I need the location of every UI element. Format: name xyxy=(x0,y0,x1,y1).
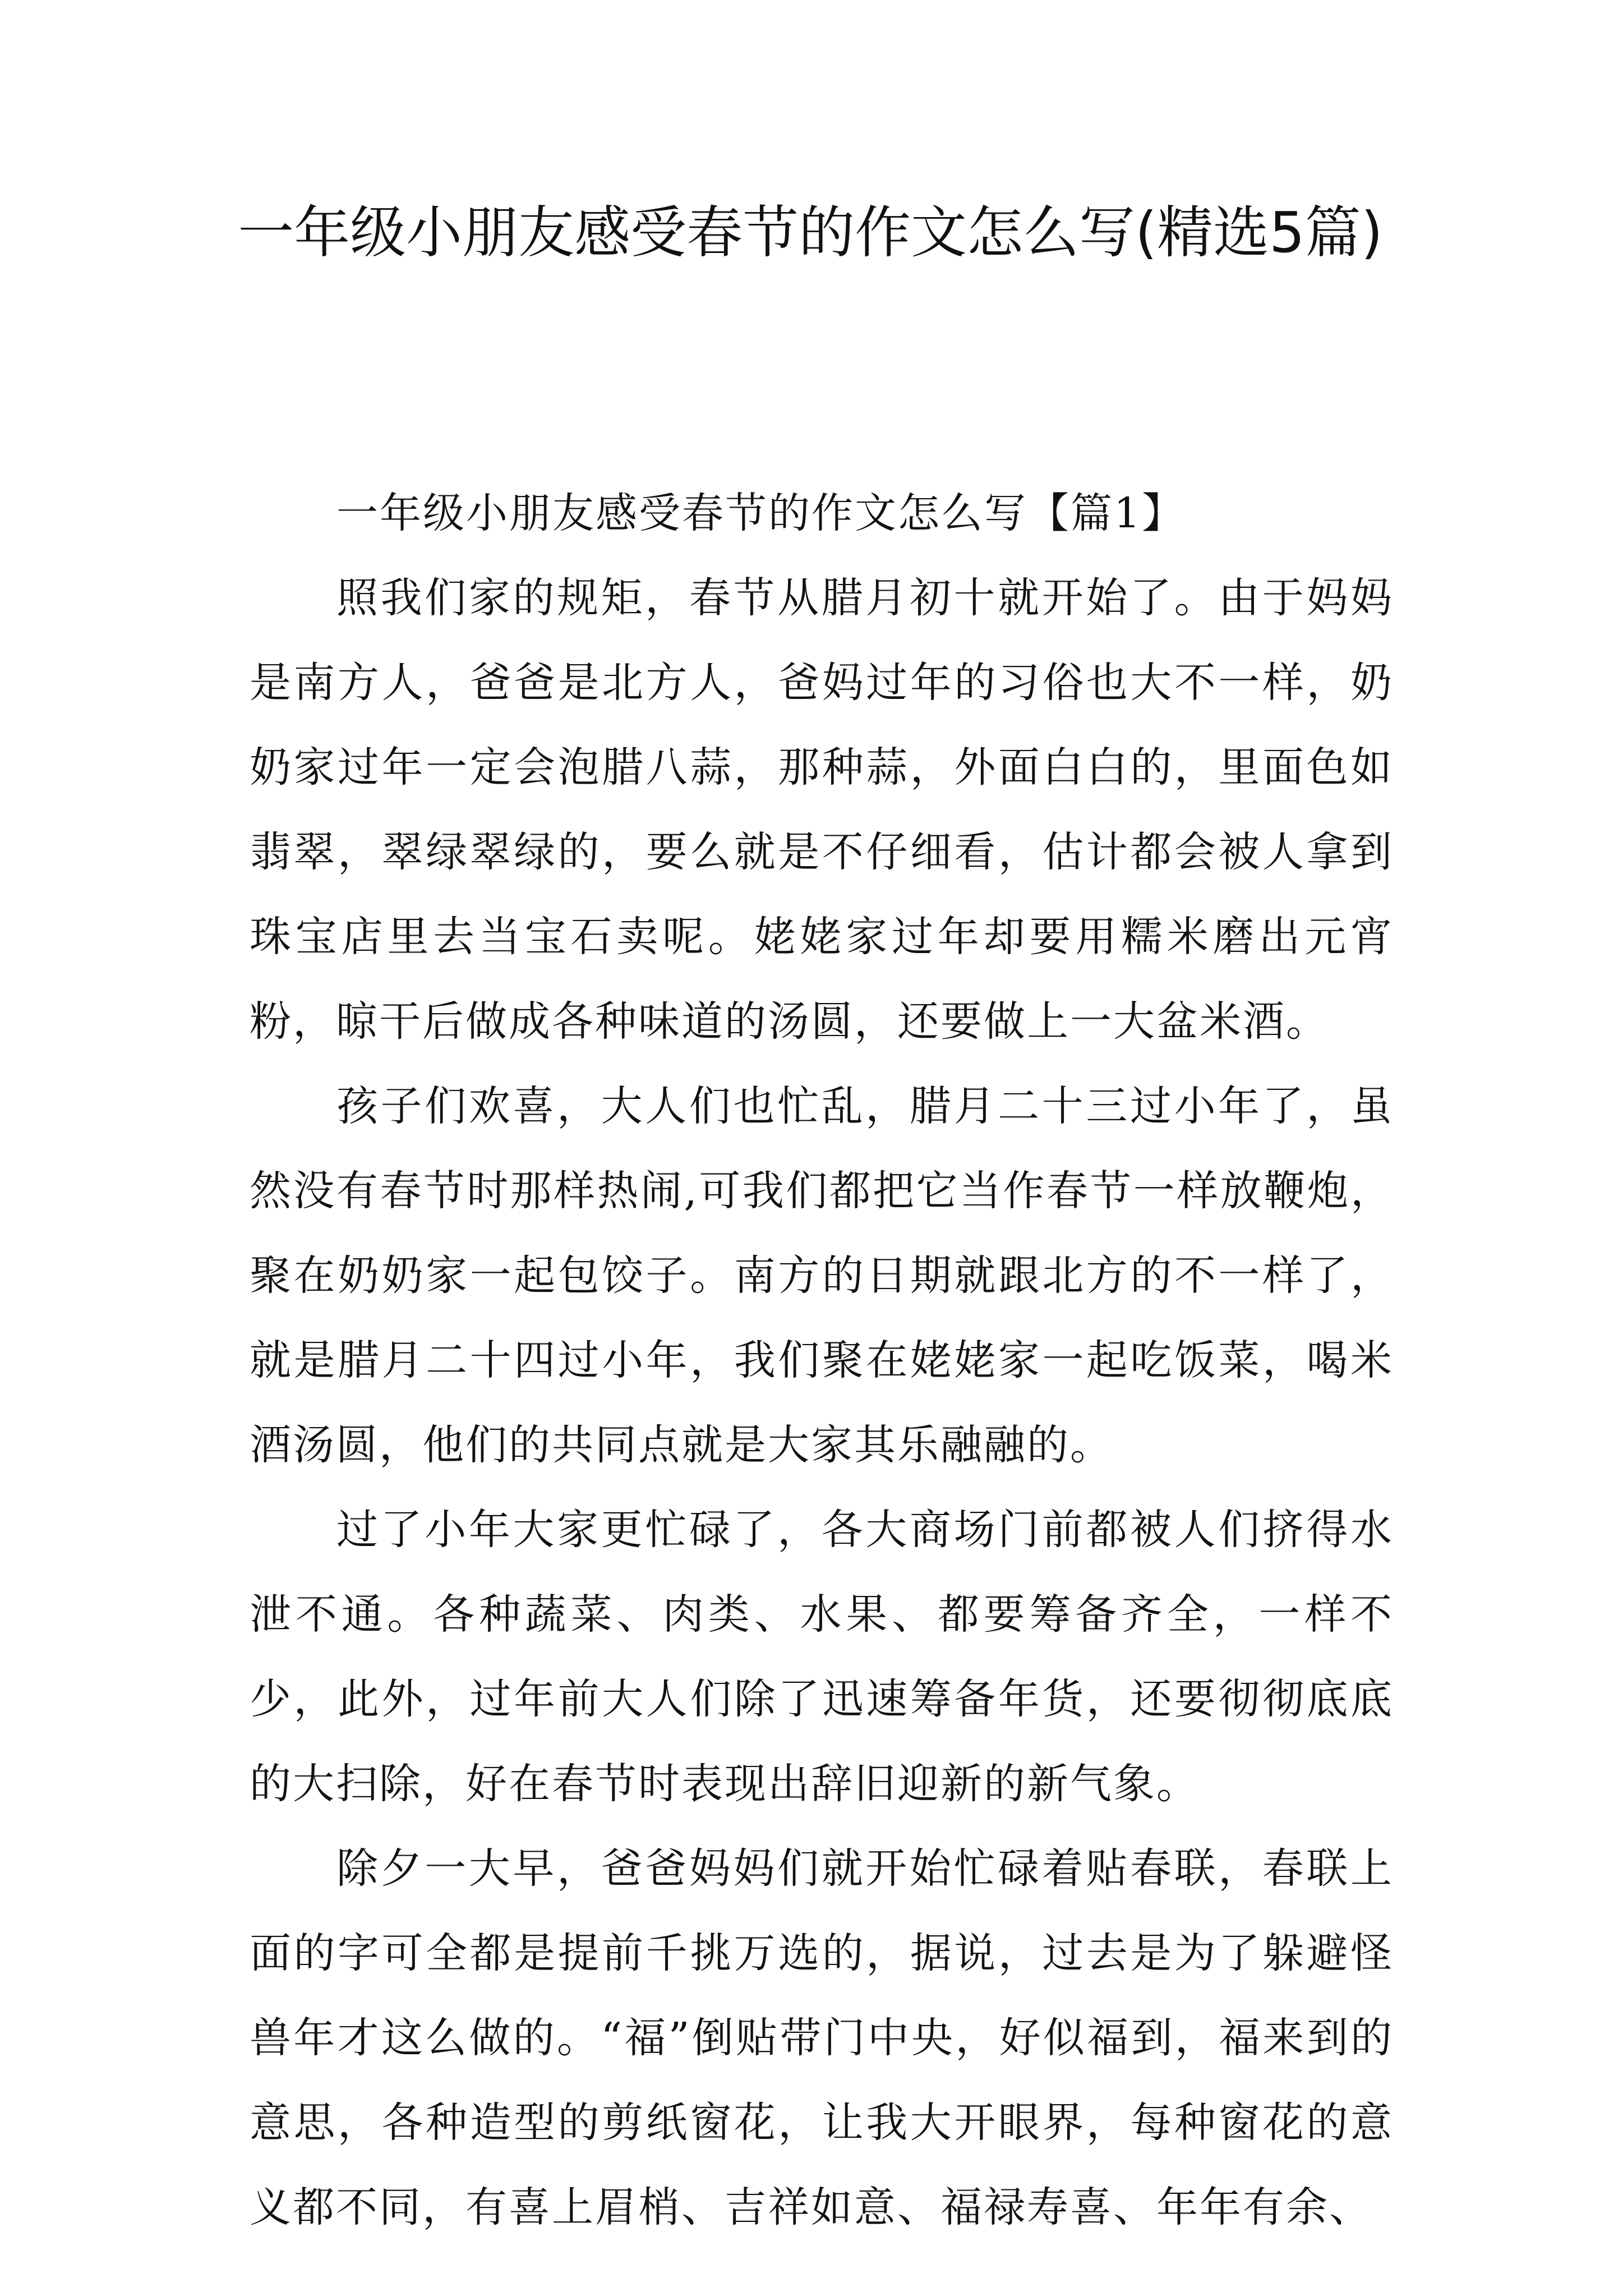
paragraph-4: 除夕一大早，爸爸妈妈们就开始忙碌着贴春联，春联上面的字可全都是提前千挑万选的，据说，过去是为了躲避怪兽年才这么做的。“福”倒贴带门中央，好似福到，福来到的意思，各种造型的剪纸窗花，让我大开眼界，每种窗花的意义都不同，有喜上眉梢、吉祥如意、福禄寿喜、年年有余、 xyxy=(250,1844,1394,2231)
document-title: 一年级小朋友感受春节的作文怎么写(精选5篇) xyxy=(238,200,1383,265)
paragraph-1: 照我们家的规矩，春节从腊月初十就开始了。由于妈妈是南方人，爸爸是北方人，爸妈过年的习俗也大不一样，奶奶家过年一定会泡腊八蒜，那种蒜，外面白白的，里面色如翡翠，翠绿翠绿的，要么就是不仔细看，估计都会被人拿到珠宝店里去当宝石卖呢。姥姥家过年却要用糯米磨出元宵粉，晾干后做成各种味道的汤圆，还要做上一大盆米酒。 xyxy=(250,574,1394,1046)
section-heading: 一年级小朋友感受春节的作文怎么写【篇1】 xyxy=(336,489,1186,537)
document-body xyxy=(250,471,1394,2250)
paragraph-3: 过了小年大家更忙碌了，各大商场门前都被人们挤得水泄不通。各种蔬菜、肉类、水果、都要筹备齐全，一样不少，此外，过年前大人们除了迅速筹备年货，还要彻彻底底的大扫除，好在春节时表现出辞旧迎新的新气象。 xyxy=(250,1506,1394,1808)
paragraph-2: 孩子们欢喜，大人们也忙乱，腊月二十三过小年了，虽然没有春节时那样热闹,可我们都把它当作春节一样放鞭炮，聚在奶奶家一起包饺子。南方的日期就跟北方的不一样了，就是腊月二十四过小年，我们聚在姥姥家一起吃饭菜，喝米酒汤圆，他们的共同点就是大家其乐融融的。 xyxy=(250,1082,1394,1469)
